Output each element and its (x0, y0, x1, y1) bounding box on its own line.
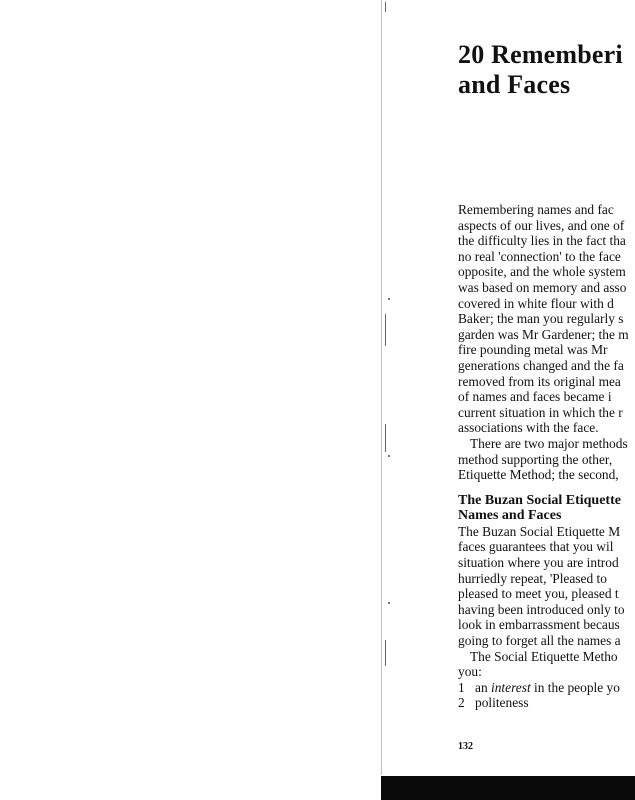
list-emphasis: interest (491, 679, 531, 695)
text-line: faces guarantees that you wil (458, 539, 614, 555)
text-line: There are two major methods (470, 435, 628, 451)
text-line: Etiquette Method; the second, (458, 467, 619, 483)
chapter-title (458, 40, 623, 100)
text-line: Baker; the man you regularly s (458, 311, 624, 327)
text-line: Remembering names and fac (458, 202, 614, 217)
scan-edge-bar (381, 776, 635, 800)
text-line: opposite, and the whole system (458, 264, 626, 280)
text-line: removed from its original mea (458, 373, 621, 389)
text-line: The Social Etiquette Metho (470, 648, 618, 664)
text-line: no real 'connection' to the face (458, 248, 621, 264)
text-line: having been introduced only to (458, 601, 625, 617)
text-line: was based on memory and asso (458, 279, 627, 295)
gutter-mark (385, 640, 386, 666)
gutter-mark (385, 424, 386, 452)
paragraph-method-intro (458, 649, 635, 680)
text-line: the difficulty lies in the fact tha (458, 233, 626, 249)
gutter-mark (385, 314, 386, 346)
text-line: garden was Mr Gardener; the m (458, 326, 629, 342)
text-line: of names and faces became i (458, 389, 612, 405)
text-line: going to forget all the names a (458, 633, 621, 649)
heading-line: The Buzan Social Etiquette (458, 492, 621, 508)
text-line: look in embarrassment becaus (458, 617, 620, 633)
text-line: current situation in which the r (458, 404, 623, 420)
chapter-title-line: 20 Rememberi (458, 40, 623, 69)
list-number: 1 (458, 679, 465, 695)
list-text: an (475, 679, 491, 695)
text-line: hurriedly repeat, 'Pleased to (458, 570, 607, 586)
list-text: in the people yo (530, 679, 620, 695)
paragraph-methods (458, 436, 635, 483)
section-heading (458, 493, 635, 524)
paragraph-intro (458, 202, 635, 436)
chapter-title-line: and Faces (458, 70, 571, 99)
text-line: aspects of our lives, and one of (458, 217, 625, 233)
paragraph-etiquette (458, 524, 635, 649)
body-text (458, 202, 635, 711)
text-line: pleased to meet you, pleased t (458, 586, 619, 602)
gutter-speck (388, 298, 390, 300)
gutter-speck (388, 455, 390, 457)
numbered-list (458, 680, 635, 711)
page-gutter-line (381, 0, 382, 775)
text-line: situation where you are introd (458, 555, 619, 571)
gutter-mark (385, 2, 386, 12)
text-line: fire pounding metal was Mr (458, 342, 608, 358)
text-line: generations changed and the fa (458, 357, 624, 373)
heading-line: Names and Faces (458, 508, 562, 524)
text-line: method supporting the other, (458, 451, 613, 467)
list-item (458, 680, 635, 696)
text-line: covered in white flour with d (458, 295, 614, 311)
text-line: associations with the face. (458, 420, 599, 436)
spacer (458, 483, 635, 493)
list-item (458, 695, 635, 711)
gutter-speck (388, 602, 390, 604)
page-number: 132 (458, 741, 473, 752)
text-line: you: (458, 664, 482, 680)
list-number: 2 (458, 695, 465, 711)
list-text: politeness (475, 695, 529, 711)
text-line: The Buzan Social Etiquette M (458, 523, 621, 539)
